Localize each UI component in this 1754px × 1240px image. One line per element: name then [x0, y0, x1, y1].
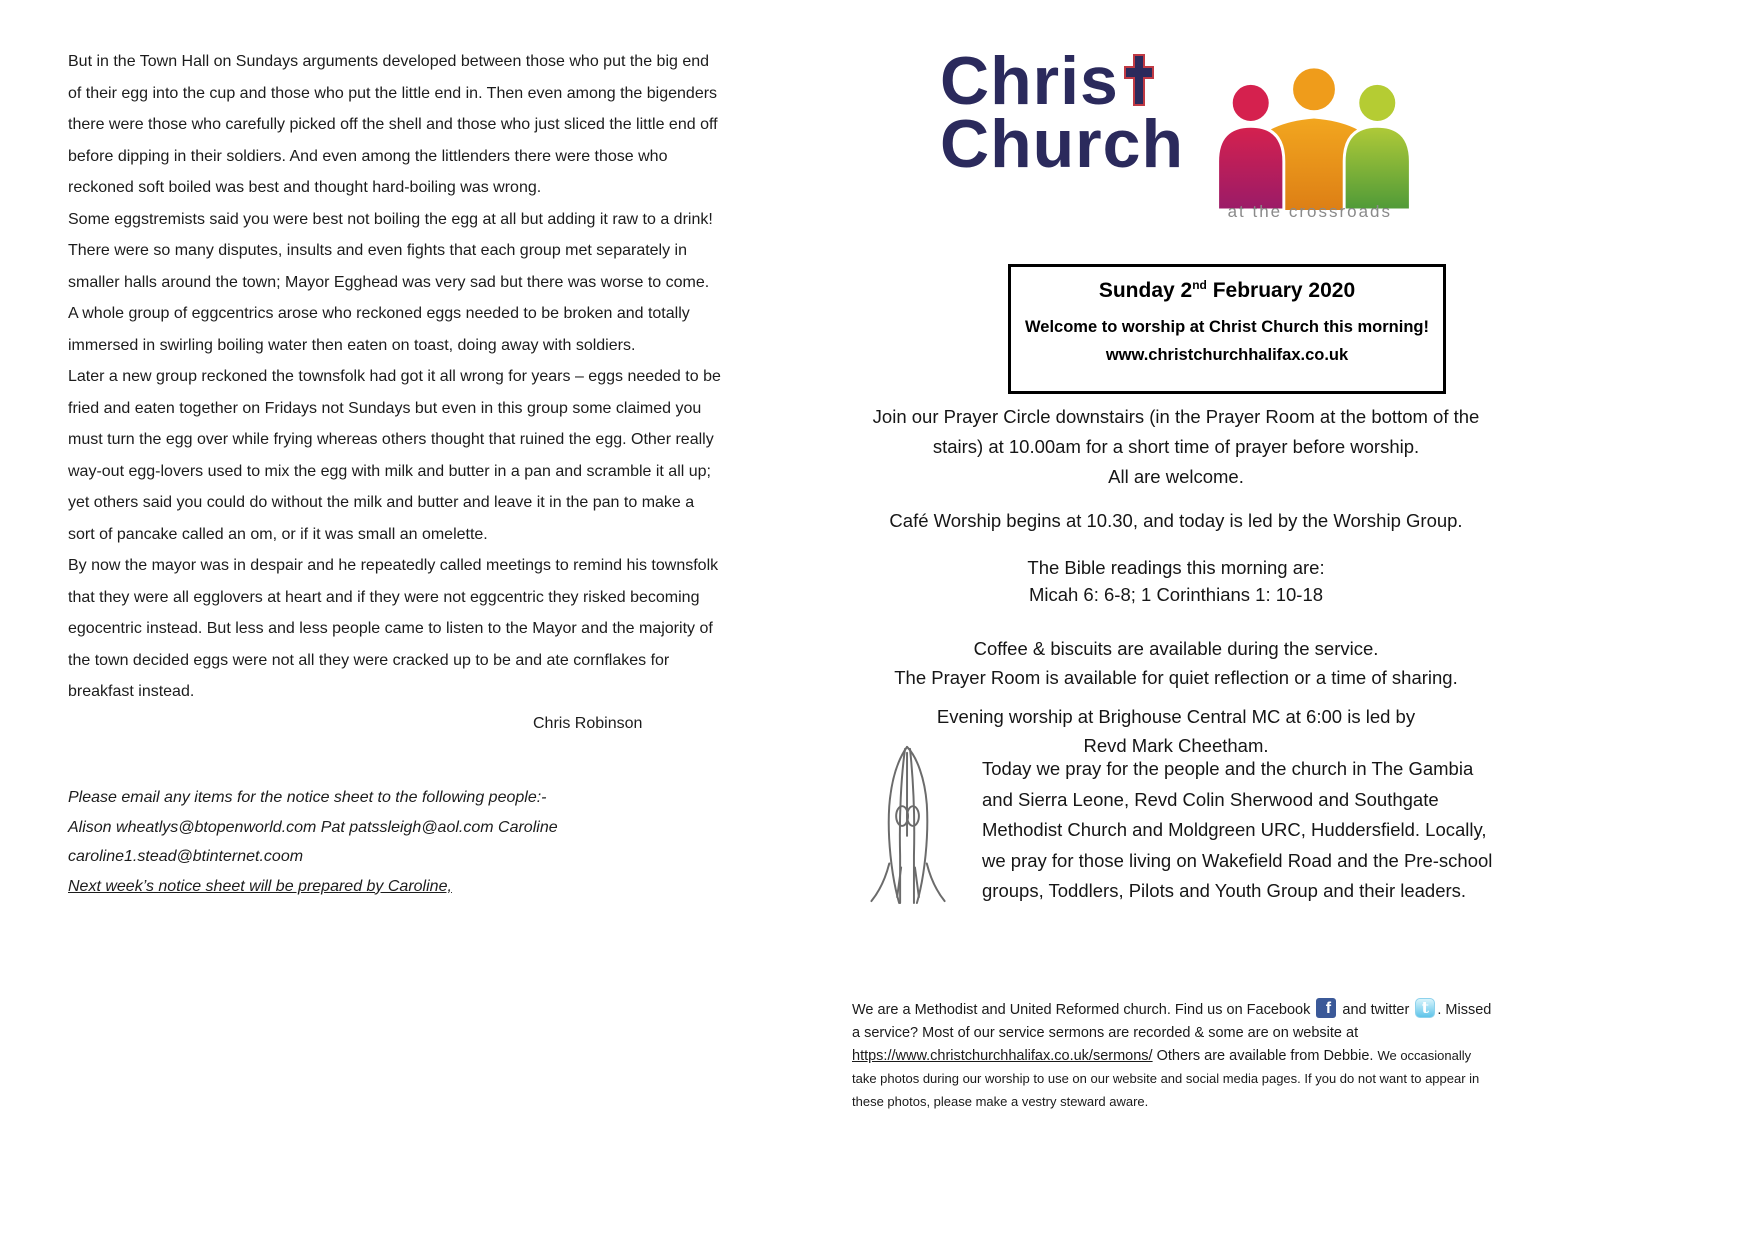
next-week-note: Next week’s notice sheet will be prepared by Caroline, — [68, 877, 452, 895]
email-contacts-line2: caroline1.stead@btinternet.coom — [68, 848, 304, 865]
prayer-circle-notice — [846, 402, 1506, 492]
story-paragraph: A whole group of eggcentrics arose who reckoned eggs needed to be broken and totally immersed in swirling boiling water then eaten on toast, doing away with soldiers. — [68, 305, 690, 354]
story-column — [68, 46, 723, 901]
email-contacts-line1: Alison wheatlys@btopenworld.com Pat patssleigh@aol.com Caroline — [68, 818, 558, 836]
logo-word-church: Church — [940, 106, 1184, 182]
story-paragraph: Later a new group reckoned the townsfolk had got it all wrong for years – eggs needed to be fried and eaten together on Fridays not Sundays but even in this group some claimed you must turn the egg over while frying whereas others thought that ruined the egg. Other really way-out egg-lovers used to mix the egg with milk and butter in a pan and scramble it all up; yet others said you could do without the milk and butter and leave it in the pan to make a sort of pancake called an om, or if it was small an omelette. — [68, 368, 721, 543]
footer-photo-policy: We occasionally take photos during our worship to use on our website and social media pages. If you do not want to appear in these photos, please make a vestry steward aware. — [852, 1048, 1480, 1109]
cafe-worship-notice: Café Worship begins at 10.30, and today is led by the Worship Group. — [889, 510, 1463, 531]
date-day: Sunday 2 — [1098, 279, 1193, 302]
coffee-text: Coffee & biscuits are available during the service. — [973, 638, 1379, 659]
prayer-circle-text: Join our Prayer Circle downstairs (in the Prayer Room at the bottom of the stairs) at 10.00am for a short time of prayer before worship. — [872, 406, 1480, 457]
sermons-link[interactable]: https://www.christchurchhalifax.co.uk/sermons/ — [852, 1048, 1153, 1064]
bible-readings-notice — [846, 554, 1506, 608]
all-welcome-text: All are welcome. — [1108, 466, 1244, 487]
church-website: www.christchurchhalifax.co.uk — [1105, 346, 1349, 364]
story-paragraph: Some eggstremists said you were best not boiling the egg at all but adding it raw to a drink! — [68, 210, 713, 228]
twitter-icon — [1415, 998, 1435, 1018]
footer-text-4: Missed a service? Most of our service sermons are recorded & some are on website at — [852, 1002, 1492, 1041]
logo-tagline: at the crossroads — [1227, 202, 1392, 221]
prayer-section — [846, 754, 1498, 907]
prayer-text: Today we pray for the people and the church in The Gambia and Sierra Leone, Revd Colin Sherwood and Southgate Methodist Church and Moldgreen URC, Huddersfield. Locally, we pray for those living on Wakefield Road and the Pre-school groups, Toddlers, Pilots and Youth Group and their leaders. — [982, 758, 1493, 901]
evening-worship-line2: Revd Mark Cheetham. — [1083, 735, 1269, 756]
footer-text-2: and twitter — [1342, 1002, 1410, 1018]
footer-text-3: . — [1437, 1002, 1442, 1018]
notice-email-block — [68, 783, 723, 901]
readings-passages: Micah 6: 6-8; 1 Corinthians 1: 10-18 — [1028, 584, 1324, 605]
footer-text-5: Others are available from Debbie. — [1152, 1048, 1378, 1064]
coffee-prayer-room-notice — [846, 634, 1506, 692]
people-figures-icon — [1208, 64, 1420, 210]
story-byline: Chris Robinson — [533, 714, 643, 732]
footer-fine-print — [852, 998, 1492, 1114]
date-ordinal: nd — [1192, 278, 1207, 292]
service-date — [1011, 278, 1443, 303]
welcome-line: Welcome to worship at Christ Church this morning! — [1025, 318, 1429, 336]
story-paragraph: But in the Town Hall on Sundays arguments developed between those who put the big end of their egg into the cup and those who put the little end in. Then even among the bigenders there were those who carefully picked off the shell and those who just sliced the little end off before dipping in their soldiers. And even among the littlenders there were those who reckoned soft boiled was best and thought hard-boiling was wrong. — [68, 53, 718, 196]
church-logo — [940, 43, 1506, 230]
story-paragraph: There were so many disputes, insults and even fights that each group met separately in smaller halls around the town; Mayor Egghead was very sad but there was worse to come. — [68, 242, 710, 291]
footer-text-1: We are a Methodist and United Reformed church. Find us on Facebook — [852, 1002, 1311, 1018]
date-month-year: February 2020 — [1206, 279, 1356, 302]
facebook-icon — [1316, 998, 1336, 1018]
email-intro: Please email any items for the notice sheet to the following people:- — [68, 789, 547, 806]
prayer-room-text: The Prayer Room is available for quiet reflection or a time of sharing. — [894, 667, 1458, 688]
praying-hands-icon — [854, 737, 966, 905]
service-date-box — [1008, 264, 1446, 394]
cross-icon — [1124, 54, 1154, 106]
logo-word-christ: Chris — [940, 43, 1119, 119]
readings-intro: The Bible readings this morning are: — [1027, 557, 1325, 578]
evening-worship-line1: Evening worship at Brighouse Central MC at 6:00 is led by — [936, 706, 1416, 727]
story-paragraph: By now the mayor was in despair and he repeatedly called meetings to remind his townsfolk that they were all egglovers at heart and if they were not eggcentric they risked becoming egocentric instead. But less and less people came to listen to the Mayor and the majority of the town decided eggs were not all they were cracked up to be and ate cornflakes for breakfast instead. — [68, 557, 719, 700]
service-notices — [846, 402, 1506, 760]
